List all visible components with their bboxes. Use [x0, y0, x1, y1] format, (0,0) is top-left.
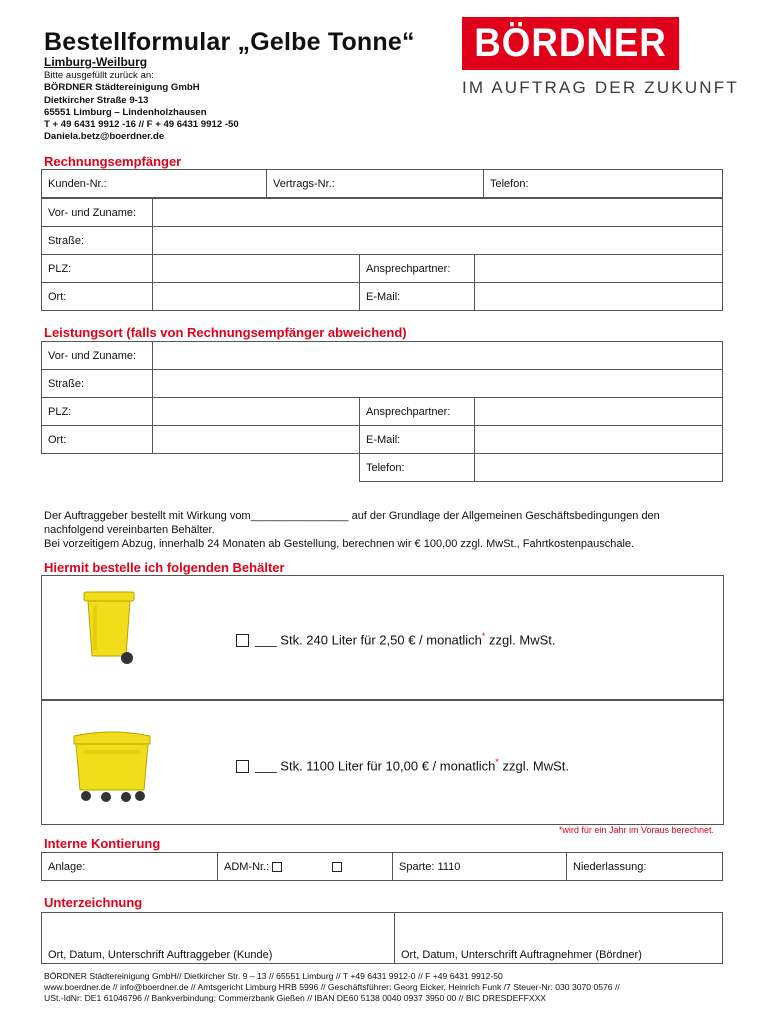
ls-telefon-input[interactable]: [475, 454, 723, 482]
logo-tagline: IM AUFTRAG DER ZUKUNFT: [462, 78, 739, 97]
ls-plz-input[interactable]: [153, 398, 360, 426]
company-street: Dietkircher Straße 9-13: [44, 94, 149, 106]
footer-line: BÖRDNER Städtereinigung GmbH// Dietkircher Str. 9 – 13 // 65551 Limburg // T +49 6431 9912-0 // F +49 6431 9912-50: [44, 971, 503, 981]
rechnung-table-top: [41, 169, 723, 198]
ls-strasse-input[interactable]: [153, 370, 723, 398]
adm-label: ADM-Nr.:: [224, 860, 270, 873]
ansprechpartner-label: Ansprechpartner:: [360, 255, 475, 283]
ls-email-label: E-Mail:: [360, 426, 475, 454]
signature-table: [41, 912, 723, 964]
return-note: Bitte ausgefüllt zurück an:: [44, 70, 154, 81]
order-1100-star: *: [495, 757, 499, 767]
order-box-240: [41, 575, 724, 701]
section-heading-leistungsort: Leistungsort (falls von Rechnungsempfänger abweichend): [44, 325, 407, 340]
strasse-label: Straße:: [42, 227, 153, 255]
ls-empty-cell: [153, 454, 360, 482]
ls-strasse-label: Straße:: [42, 370, 153, 398]
order-item-1100: [236, 757, 569, 773]
ls-ansprechpartner-input[interactable]: [475, 398, 723, 426]
ls-empty-cell: [42, 454, 153, 482]
ls-ort-input[interactable]: [153, 426, 360, 454]
name-input[interactable]: [153, 199, 723, 227]
plz-input[interactable]: [153, 255, 360, 283]
company-city: 65551 Limburg – Lindenholzhausen: [44, 106, 207, 118]
strasse-input[interactable]: [153, 227, 723, 255]
ls-ansprechpartner-label: Ansprechpartner:: [360, 398, 475, 426]
ls-plz-label: PLZ:: [42, 398, 153, 426]
ort-label: Ort:: [42, 283, 153, 311]
order-footnote: *wird für ein Jahr im Voraus berechnet.: [558, 825, 714, 835]
email-input[interactable]: [475, 283, 723, 311]
footer-line: www.boerdner.de // info@boerdner.de // Amtsgericht Limburg HRB 5996 // Geschäftsführer: Georg Eicker, Heinrich Funk /7 Steuer-Nr: 030 3070 0576 //: [44, 982, 620, 992]
name-label: Vor- und Zuname:: [42, 199, 153, 227]
vertrags-nr-field[interactable]: Vertrags-Nr.:: [267, 170, 484, 198]
order-item-240: [236, 631, 556, 647]
section-heading-intern: Interne Kontierung: [44, 836, 161, 851]
page-title: Bestellformular „Gelbe Tonne“: [44, 28, 415, 56]
ls-telefon-label: Telefon:: [360, 454, 475, 482]
anlage-field[interactable]: Anlage:: [42, 853, 218, 881]
intern-table: [41, 852, 723, 881]
ansprechpartner-input[interactable]: [475, 255, 723, 283]
return-address: [44, 70, 239, 144]
rechnung-table: [41, 198, 723, 311]
adm-field[interactable]: [218, 853, 393, 881]
terms-line: nachfolgend vereinbarten Behälter.: [44, 524, 215, 536]
order-240-suffix: zzgl. MwSt.: [485, 632, 556, 648]
order-240-label: ___ Stk. 240 Liter für 2,50 € / monatlich: [255, 632, 482, 648]
footer-line: USt.-IdNr: DE1 61046796 // Bankverbindung: Commerzbank Gießen // IBAN DE60 5138 0040 0937 3950 00 // BIC DRESDEFFXXX: [44, 993, 547, 1003]
yellow-bin-240-icon: [80, 590, 142, 666]
sparte-field: Sparte: 1110: [393, 853, 567, 881]
signature-client-field[interactable]: Ort, Datum, Unterschrift Auftraggeber (Kunde): [42, 913, 395, 964]
plz-label: PLZ:: [42, 255, 153, 283]
terms-text: [44, 509, 734, 551]
terms-line: Bei vorzeitigem Abzug, innerhalb 24 Monaten ab Gestellung, berechnen wir € 100,00 zzgl. MwSt., Fahrtkostenpauschale.: [44, 538, 635, 550]
kunden-nr-field[interactable]: Kunden-Nr.:: [42, 170, 267, 198]
ls-ort-label: Ort:: [42, 426, 153, 454]
leistungsort-table: [41, 341, 723, 482]
ls-email-input[interactable]: [475, 426, 723, 454]
ls-name-label: Vor- und Zuname:: [42, 342, 153, 370]
section-heading-order: Hiermit bestelle ich folgenden Behälter: [44, 560, 285, 575]
email-label: E-Mail:: [360, 283, 475, 311]
ls-name-input[interactable]: [153, 342, 723, 370]
telefon-field[interactable]: Telefon:: [484, 170, 723, 198]
adm-checkbox-2[interactable]: [332, 862, 342, 872]
ort-input[interactable]: [153, 283, 360, 311]
adm-checkbox-1[interactable]: [272, 862, 282, 872]
order-240-checkbox[interactable]: [236, 634, 249, 647]
order-1100-suffix: zzgl. MwSt.: [498, 758, 569, 774]
order-1100-label: ___ Stk. 1100 Liter für 10,00 € / monatlich: [255, 758, 496, 774]
signature-contractor-field[interactable]: Ort, Datum, Unterschrift Auftragnehmer (Bördner): [395, 913, 723, 964]
company-name: BÖRDNER Städtereinigung GmbH: [44, 82, 200, 94]
boerdner-logo: BÖRDNER: [462, 17, 679, 70]
section-heading-rechnung: Rechnungsempfänger: [44, 154, 182, 169]
section-heading-sign: Unterzeichnung: [44, 895, 143, 910]
company-phone-fax: T + 49 6431 9912 -16 // F + 49 6431 9912 -50: [44, 119, 239, 131]
order-box-1100: [41, 699, 724, 825]
terms-line: Der Auftraggeber bestellt mit Wirkung vom________________ auf der Grundlage der Allgemeinen Geschäftsbedingungen den: [44, 510, 660, 522]
niederlassung-field[interactable]: Niederlassung:: [567, 853, 723, 881]
order-240-star: *: [481, 631, 486, 641]
order-1100-checkbox[interactable]: [236, 760, 249, 773]
yellow-bin-1100-icon: [70, 728, 154, 804]
page-footer: [44, 971, 734, 1004]
company-email: Daniela.betz@boerdner.de: [44, 131, 165, 143]
region-subtitle: Limburg-Weilburg: [44, 55, 148, 69]
